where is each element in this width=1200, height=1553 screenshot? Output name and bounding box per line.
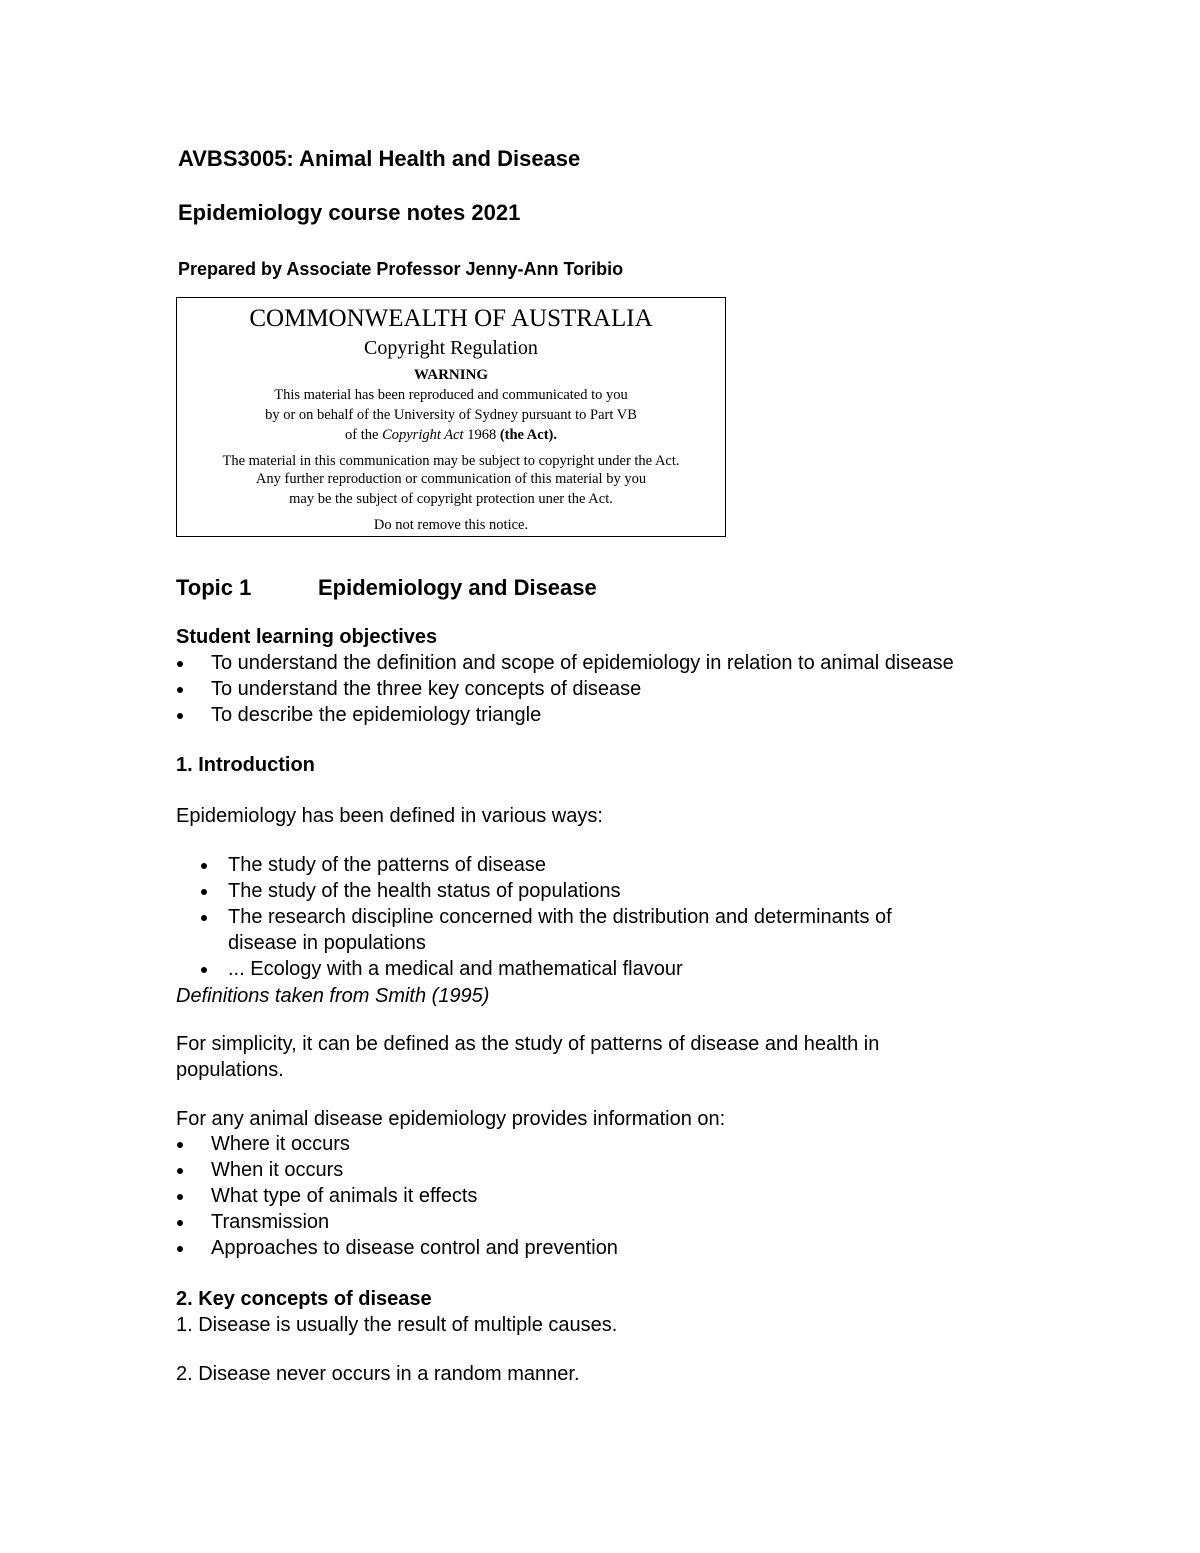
list-item: The study of the health status of populations (176, 878, 892, 904)
bullet-icon (177, 1220, 183, 1226)
list-item-continuation: disease in populations (228, 932, 426, 954)
info-lead: For any animal disease epidemiology provides information on: (176, 1108, 726, 1130)
topic-title: Epidemiology and Disease (318, 575, 597, 600)
notice-line-7: Do not remove this notice. (373, 517, 529, 533)
notice-line-6: may be the subject of copyright protection uner the Act. (289, 491, 613, 507)
simplicity-line-2: populations. (176, 1059, 284, 1081)
topic-number: Topic 1 (176, 575, 252, 600)
bullet-icon (177, 687, 183, 693)
notes-title: Epidemiology course notes 2021 (178, 200, 521, 225)
notice-line-3-pre: of the (345, 427, 379, 443)
list-item: What type of animals it effects (176, 1183, 618, 1209)
notice-line-3 (177, 426, 725, 444)
notice-act-short: (the Act). (499, 427, 557, 443)
key-concept-2: 2. Disease never occurs in a random manner. (176, 1363, 580, 1385)
bullet-icon (201, 915, 207, 921)
bullet-icon (177, 661, 183, 667)
notice-act-year: 1968 (467, 427, 497, 443)
notice-line-2: by or on behalf of the University of Sydney pursuant to Part VB (265, 407, 637, 423)
list-item: The research discipline concerned with the distribution and determinants of (176, 904, 892, 930)
copyright-notice (176, 297, 726, 537)
bullet-icon (177, 1168, 183, 1174)
introduction-heading: 1. Introduction (176, 754, 315, 776)
bullet-icon (177, 1246, 183, 1252)
info-list (176, 1131, 618, 1261)
objectives-heading: Student learning objectives (176, 626, 438, 648)
list-item: When it occurs (176, 1157, 618, 1183)
course-title: AVBS3005: Animal Health and Disease (178, 146, 581, 171)
key-concepts-heading: 2. Key concepts of disease (176, 1288, 432, 1310)
bullet-icon (177, 1142, 183, 1148)
list-item: Approaches to disease control and prevention (176, 1235, 618, 1261)
notice-line-1: This material has been reproduced and communicated to you (274, 387, 628, 403)
bullet-icon (177, 713, 183, 719)
objectives-list (176, 650, 954, 728)
notice-subheading: Copyright Regulation (364, 337, 538, 359)
bullet-icon (201, 967, 207, 973)
notice-line-4: The material in this communication may be subject to copyright under the Act. (222, 453, 680, 469)
list-item: To describe the epidemiology triangle (176, 702, 954, 728)
notice-line-5: Any further reproduction or communication of this material by you (255, 471, 647, 487)
bullet-icon (201, 889, 207, 895)
list-item: Where it occurs (176, 1131, 618, 1157)
definitions-source: Definitions taken from Smith (1995) (176, 985, 490, 1007)
introduction-lead: Epidemiology has been defined in various ways: (176, 805, 603, 827)
list-item: The study of the patterns of disease (176, 852, 892, 878)
list-item: Transmission (176, 1209, 618, 1235)
notice-warning: WARNING (413, 367, 489, 383)
bullet-icon (201, 863, 207, 869)
notice-act-name: Copyright Act (382, 427, 464, 443)
prepared-by: Prepared by Associate Professor Jenny-Ann Toribio (178, 259, 624, 279)
key-concept-1: 1. Disease is usually the result of multiple causes. (176, 1314, 618, 1336)
simplicity-line-1: For simplicity, it can be defined as the study of patterns of disease and health in (176, 1033, 880, 1055)
bullet-icon (177, 1194, 183, 1200)
list-item: ... Ecology with a medical and mathematical flavour (176, 956, 892, 982)
definitions-list (176, 852, 892, 982)
list-item: To understand the definition and scope of epidemiology in relation to animal disease (176, 650, 954, 676)
notice-heading: COMMONWEALTH OF AUSTRALIA (249, 305, 653, 332)
list-item: To understand the three key concepts of disease (176, 676, 954, 702)
